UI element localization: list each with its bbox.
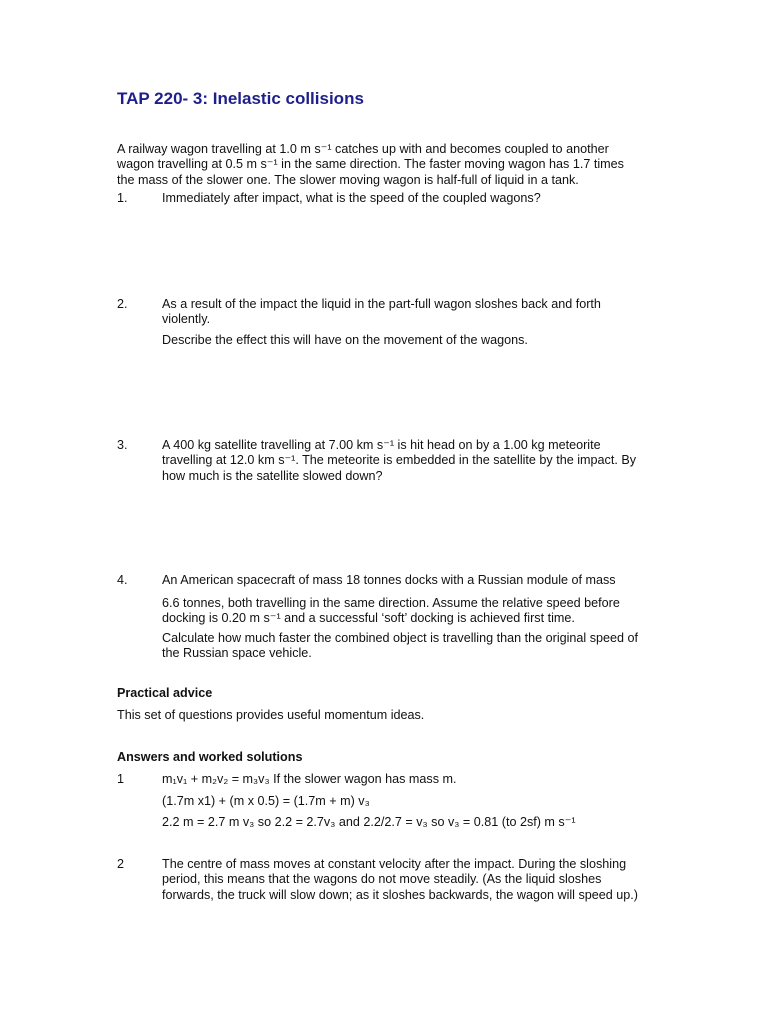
question-4-subtext-1: 6.6 tonnes, both travelling in the same direction. Assume the relative speed before docking is 0.20 m s⁻¹ and a successful ‘soft’ docking is achieved first time. — [162, 596, 620, 626]
answer-1-number: 1 — [117, 772, 125, 786]
answer-1-line-2: (1.7m x1) + (m x 0.5) = (1.7m + m) v₃ — [162, 794, 370, 808]
answer-1-line-1: m₁v₁ + m₂v₂ = m₃v₃ If the slower wagon has mass m. — [162, 772, 457, 786]
question-4-number: 4. — [117, 573, 128, 587]
question-3-text: A 400 kg satellite travelling at 7.00 km s⁻¹ is hit head on by a 1.00 kg meteorite travelling at 12.0 km s⁻¹. The meteorite is embedded in the satellite by the impact. By how much is the satellite slowed down? — [162, 438, 637, 483]
intro-paragraph: A railway wagon travelling at 1.0 m s⁻¹ catches up with and becomes coupled to another wagon travelling at 0.5 m s⁻¹ in the same direction. The faster moving wagon has 1.7 times the mass of the slower one. The slower moving wagon is half-full of liquid in a tank. — [117, 142, 624, 187]
practical-advice-heading: Practical advice — [117, 686, 213, 700]
practical-advice-text: This set of questions provides useful momentum ideas. — [117, 708, 425, 722]
question-1-number: 1. — [117, 191, 128, 205]
answer-1-line-3: 2.2 m = 2.7 m v₃ so 2.2 = 2.7v₃ and 2.2/2.7 = v₃ so v₃ = 0.81 (to 2sf) m s⁻¹ — [162, 815, 576, 829]
question-2-text: As a result of the impact the liquid in the part-full wagon sloshes back and forth violently. — [162, 297, 601, 327]
question-3-number: 3. — [117, 438, 128, 452]
question-1-text: Immediately after impact, what is the speed of the coupled wagons? — [162, 191, 541, 205]
question-2-subtext: Describe the effect this will have on the movement of the wagons. — [162, 333, 528, 347]
question-4-text: An American spacecraft of mass 18 tonnes docks with a Russian module of mass — [162, 573, 616, 587]
question-4-subtext-2: Calculate how much faster the combined object is travelling than the original speed of the Russian space vehicle. — [162, 631, 639, 661]
question-2-number: 2. — [117, 297, 128, 311]
answers-heading: Answers and worked solutions — [117, 750, 303, 764]
answer-2-number: 2 — [117, 857, 125, 871]
answer-2-text: The centre of mass moves at constant velocity after the impact. During the sloshing period, this means that the wagons do not move steadily. (As the liquid sloshes forwards, the truck will slow down; as it sloshes backwards, the wagon will speed up.) — [162, 857, 638, 902]
document-title: TAP 220- 3: Inelastic collisions — [117, 89, 364, 108]
